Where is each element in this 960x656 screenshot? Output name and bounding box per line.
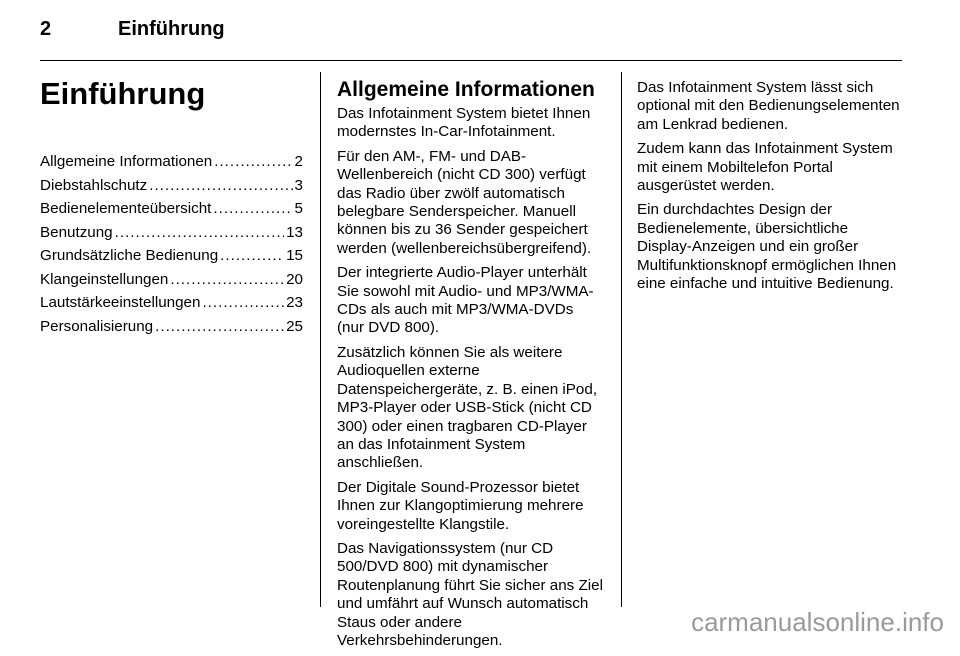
toc-entry[interactable] xyxy=(40,244,303,268)
toc-entry-page: 25 xyxy=(286,317,303,335)
toc-entry-page: 15 xyxy=(286,247,303,264)
toc-entry-label: Lautstärkeeinstellungen xyxy=(40,294,201,311)
paragraph: Das Navigationssystem (nur CD 500/DVD 800) mit dynamischer Routenplanung führt Sie sicher ans Ziel und umfährt auf Wunsch automatisch Staus oder andere Verkehrsbehinderungen. xyxy=(337,539,603,649)
header-rule xyxy=(40,60,902,61)
toc-leader-dots xyxy=(115,221,284,245)
toc-entry[interactable] xyxy=(40,150,303,174)
paragraph: Der integrierte Audio-Player unterhält Sie sowohl mit Audio- und MP3/WMA-CDs als auch mit MP3/WMA-DVDs (nur DVD 800). xyxy=(337,264,594,337)
text-column-middle xyxy=(337,78,603,656)
toc-entry-page: 23 xyxy=(286,294,303,311)
paragraph: Der Digitale Sound-Prozessor bietet Ihnen zur Klangoptimierung mehrere voreingestellte Klangstile. xyxy=(337,478,584,533)
page-number: 2 xyxy=(40,18,52,40)
toc-leader-dots xyxy=(213,197,292,221)
toc-entry-label: Grundsätzliche Bedienung xyxy=(40,247,219,264)
toc-entry-page: 13 xyxy=(286,223,303,241)
toc-entry-label: Allgemeine Informationen xyxy=(40,153,213,170)
toc-entry-label: Diebstahlschutz xyxy=(40,176,148,194)
paragraph: Ein durchdachtes Design der Bedienelemente, übersichtliche Display-Anzeigen und ein großer Multifunktionsknopf ermöglichen Ihnen eine einfache und intuitive Bedienung. xyxy=(637,201,897,293)
page-header xyxy=(40,18,910,48)
paragraph: Zudem kann das Infotainment System mit einem Mobiltelefon Portal ausgerüstet werden. xyxy=(637,140,893,195)
toc-leader-dots xyxy=(202,291,284,315)
toc-leader-dots xyxy=(149,174,292,198)
section-title: Allgemeine Informationen xyxy=(337,78,595,101)
toc-entry[interactable] xyxy=(40,315,303,339)
table-of-contents xyxy=(40,150,303,338)
toc-entry-page: 20 xyxy=(286,270,303,288)
toc-entry-label: Personalisierung xyxy=(40,317,154,335)
toc-entry-page: 5 xyxy=(294,200,303,217)
toc-leader-dots xyxy=(214,150,292,174)
toc-entry-page: 2 xyxy=(294,153,303,170)
toc-leader-dots xyxy=(155,315,284,339)
text-column-right xyxy=(637,79,903,299)
toc-leader-dots xyxy=(220,244,284,268)
column-divider-right xyxy=(621,72,622,607)
chapter-title: Einführung xyxy=(40,76,206,111)
toc-column xyxy=(40,76,303,338)
toc-entry[interactable] xyxy=(40,291,303,315)
toc-entry-label: Benutzung xyxy=(40,223,113,241)
paragraph: Das Infotainment System bietet Ihnen modernstes In-Car-Infotainment. xyxy=(337,105,591,141)
watermark: carmanualsonline.info xyxy=(691,607,944,637)
toc-entry-page: 3 xyxy=(294,176,303,194)
toc-entry[interactable] xyxy=(40,197,303,221)
header-title: Einführung xyxy=(118,18,225,40)
paragraph: Das Infotainment System lässt sich optional mit den Bedienungselementen am Lenkrad bedienen. xyxy=(637,79,900,133)
toc-entry-label: Klangeinstellungen xyxy=(40,270,169,288)
column-divider-left xyxy=(320,72,321,607)
paragraph: Zusätzlich können Sie als weitere Audioquellen externe Datenspeichergeräte, z. B. einen iPod, MP3-Player oder USB-Stick (nicht CD 300) oder einen tragbaren CD-Player an das Infotainment System anschließen. xyxy=(337,343,598,472)
toc-entry[interactable] xyxy=(40,174,303,198)
paragraph: Für den AM-, FM- und DAB-Wellenbereich (nicht CD 300) verfügt das Radio über zwölf automatisch belegbare Senderspeicher. Manuell können bis zu 36 Sender gespeichert werden (wellenbereichsübergreifend). xyxy=(337,147,592,257)
toc-entry-label: Bedienelementeübersicht xyxy=(40,200,212,217)
toc-leader-dots xyxy=(170,268,284,292)
toc-entry[interactable] xyxy=(40,268,303,292)
toc-entry[interactable] xyxy=(40,221,303,245)
